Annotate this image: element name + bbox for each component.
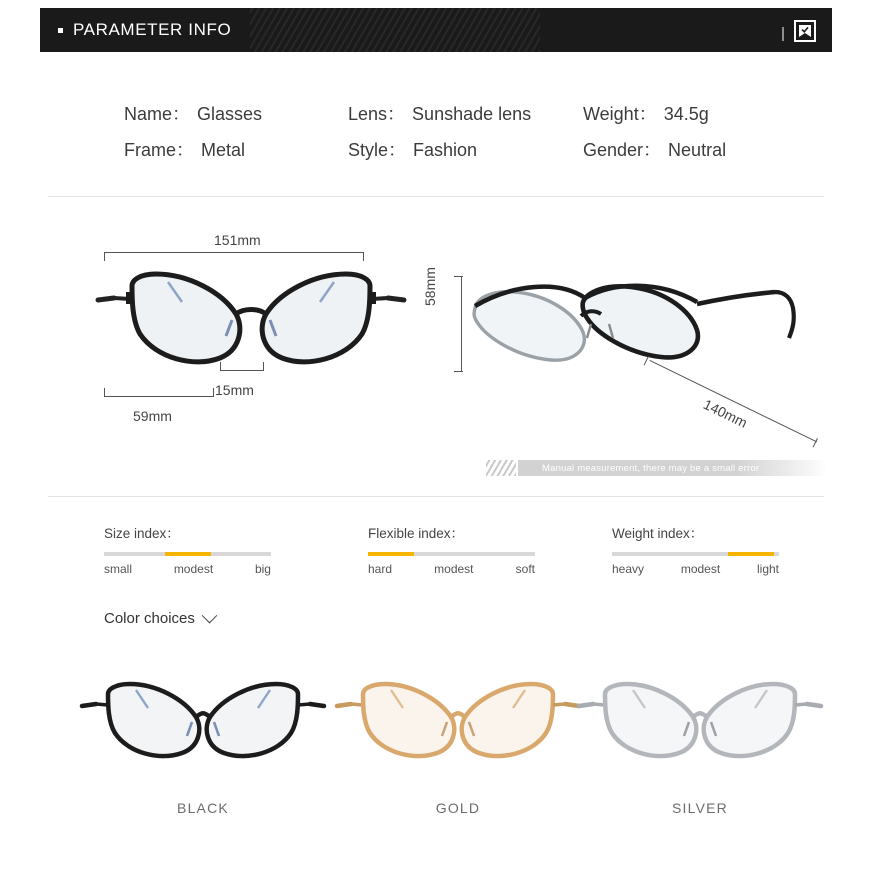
index-size-labels (104, 562, 271, 576)
parameter-gender (583, 136, 803, 162)
index-weight-meter-fill (728, 552, 774, 556)
dimension-front-width-label: 151mm (214, 232, 261, 248)
check-badge-icon (794, 20, 816, 42)
dimension-lens-width-label: 59mm (133, 408, 172, 424)
caliper-tick (220, 362, 221, 371)
index-flexible-meter-fill (368, 552, 414, 556)
caliper-line-lens-height (461, 276, 462, 372)
index-meters (48, 522, 824, 592)
parameter-value: Metal (201, 140, 246, 160)
index-weight-labels (612, 562, 779, 576)
divider-top (48, 196, 824, 197)
index-label-low: hard (368, 562, 393, 576)
parameter-key: Style： (348, 140, 407, 160)
index-weight-meter (612, 552, 779, 556)
swatch-name-silver: SILVER (672, 800, 728, 816)
color-choices-toggle[interactable] (104, 610, 215, 627)
caliper-line-lens-width (104, 396, 214, 397)
parameter-frame (124, 136, 348, 162)
parameter-key: Frame： (124, 140, 195, 160)
swatch-image-gold (333, 672, 583, 782)
parameter-weight (583, 100, 803, 126)
parameter-key: Gender： (583, 140, 662, 160)
index-label-low: small (104, 562, 133, 576)
swatch-image-black (78, 672, 328, 782)
caliper-tick (263, 362, 264, 371)
parameter-value: Glasses (197, 104, 263, 124)
swatch-name-gold: GOLD (435, 800, 481, 816)
index-weight-title: Weight index： (612, 526, 704, 541)
color-swatch-black[interactable] (78, 672, 328, 816)
index-label-high: big (254, 562, 271, 576)
header-stripe-pattern (250, 8, 540, 52)
swatch-image-silver (575, 672, 825, 782)
caliper-line-front-width (104, 252, 364, 253)
parameter-key: Name： (124, 104, 191, 124)
index-weight (612, 522, 834, 576)
glasses-angle-view-image (463, 268, 813, 398)
index-label-low: heavy (612, 562, 645, 576)
chevron-down-icon[interactable] (202, 608, 218, 624)
measurement-note-text: Manual measurement, there may be a small error (542, 462, 760, 474)
color-swatch-gold[interactable] (333, 672, 583, 816)
parameter-row (124, 100, 804, 126)
index-label-high: soft (515, 562, 535, 576)
caliper-tick (454, 276, 463, 277)
parameter-value: Neutral (668, 140, 727, 160)
index-label-mid: modest (434, 562, 474, 576)
caliper-tick (104, 252, 105, 261)
parameter-lens (348, 100, 583, 126)
color-swatch-list (48, 672, 824, 852)
caliper-tick (213, 388, 214, 397)
header-separator (782, 27, 784, 41)
note-hatch-pattern (486, 460, 516, 476)
parameter-value: Fashion (413, 140, 478, 160)
parameter-value: 34.5g (663, 104, 709, 124)
index-flexible-title: Flexible index： (368, 526, 465, 541)
section-header (40, 8, 832, 52)
dimension-section (48, 210, 824, 490)
color-swatch-silver[interactable] (575, 672, 825, 816)
dimension-lens-height-label: 58mm (422, 267, 438, 306)
parameter-key: Lens： (348, 104, 406, 124)
parameter-style (348, 136, 583, 162)
color-choices-label: Color choices (104, 610, 195, 627)
caliper-tick (454, 371, 463, 372)
caliper-line-bridge (220, 370, 264, 371)
index-size-title: Size index： (104, 526, 180, 541)
divider-bottom (48, 496, 824, 497)
caliper-tick (363, 252, 364, 261)
page-title: PARAMETER INFO (73, 20, 232, 39)
header-bullet-icon (58, 28, 63, 33)
dimension-temple-label: 140mm (700, 396, 750, 431)
parameter-row (124, 136, 804, 162)
index-size (104, 522, 326, 576)
parameter-key: Weight： (583, 104, 657, 124)
measurement-note-bar (518, 460, 828, 476)
index-label-mid: modest (680, 562, 721, 576)
parameter-value: Sunshade lens (412, 104, 532, 124)
caliper-tick (104, 388, 105, 397)
index-flexible-meter (368, 552, 535, 556)
index-size-meter (104, 552, 271, 556)
glasses-front-view-image (96, 258, 406, 398)
index-flexible-labels (368, 562, 535, 576)
parameter-name (124, 100, 348, 126)
index-label-high: light (756, 562, 779, 576)
index-flexible (368, 522, 590, 576)
dimension-bridge-label: 15mm (215, 382, 254, 398)
parameter-table (124, 100, 804, 172)
index-label-mid: modest (173, 562, 214, 576)
index-size-meter-fill (165, 552, 211, 556)
swatch-name-black: BLACK (177, 800, 229, 816)
